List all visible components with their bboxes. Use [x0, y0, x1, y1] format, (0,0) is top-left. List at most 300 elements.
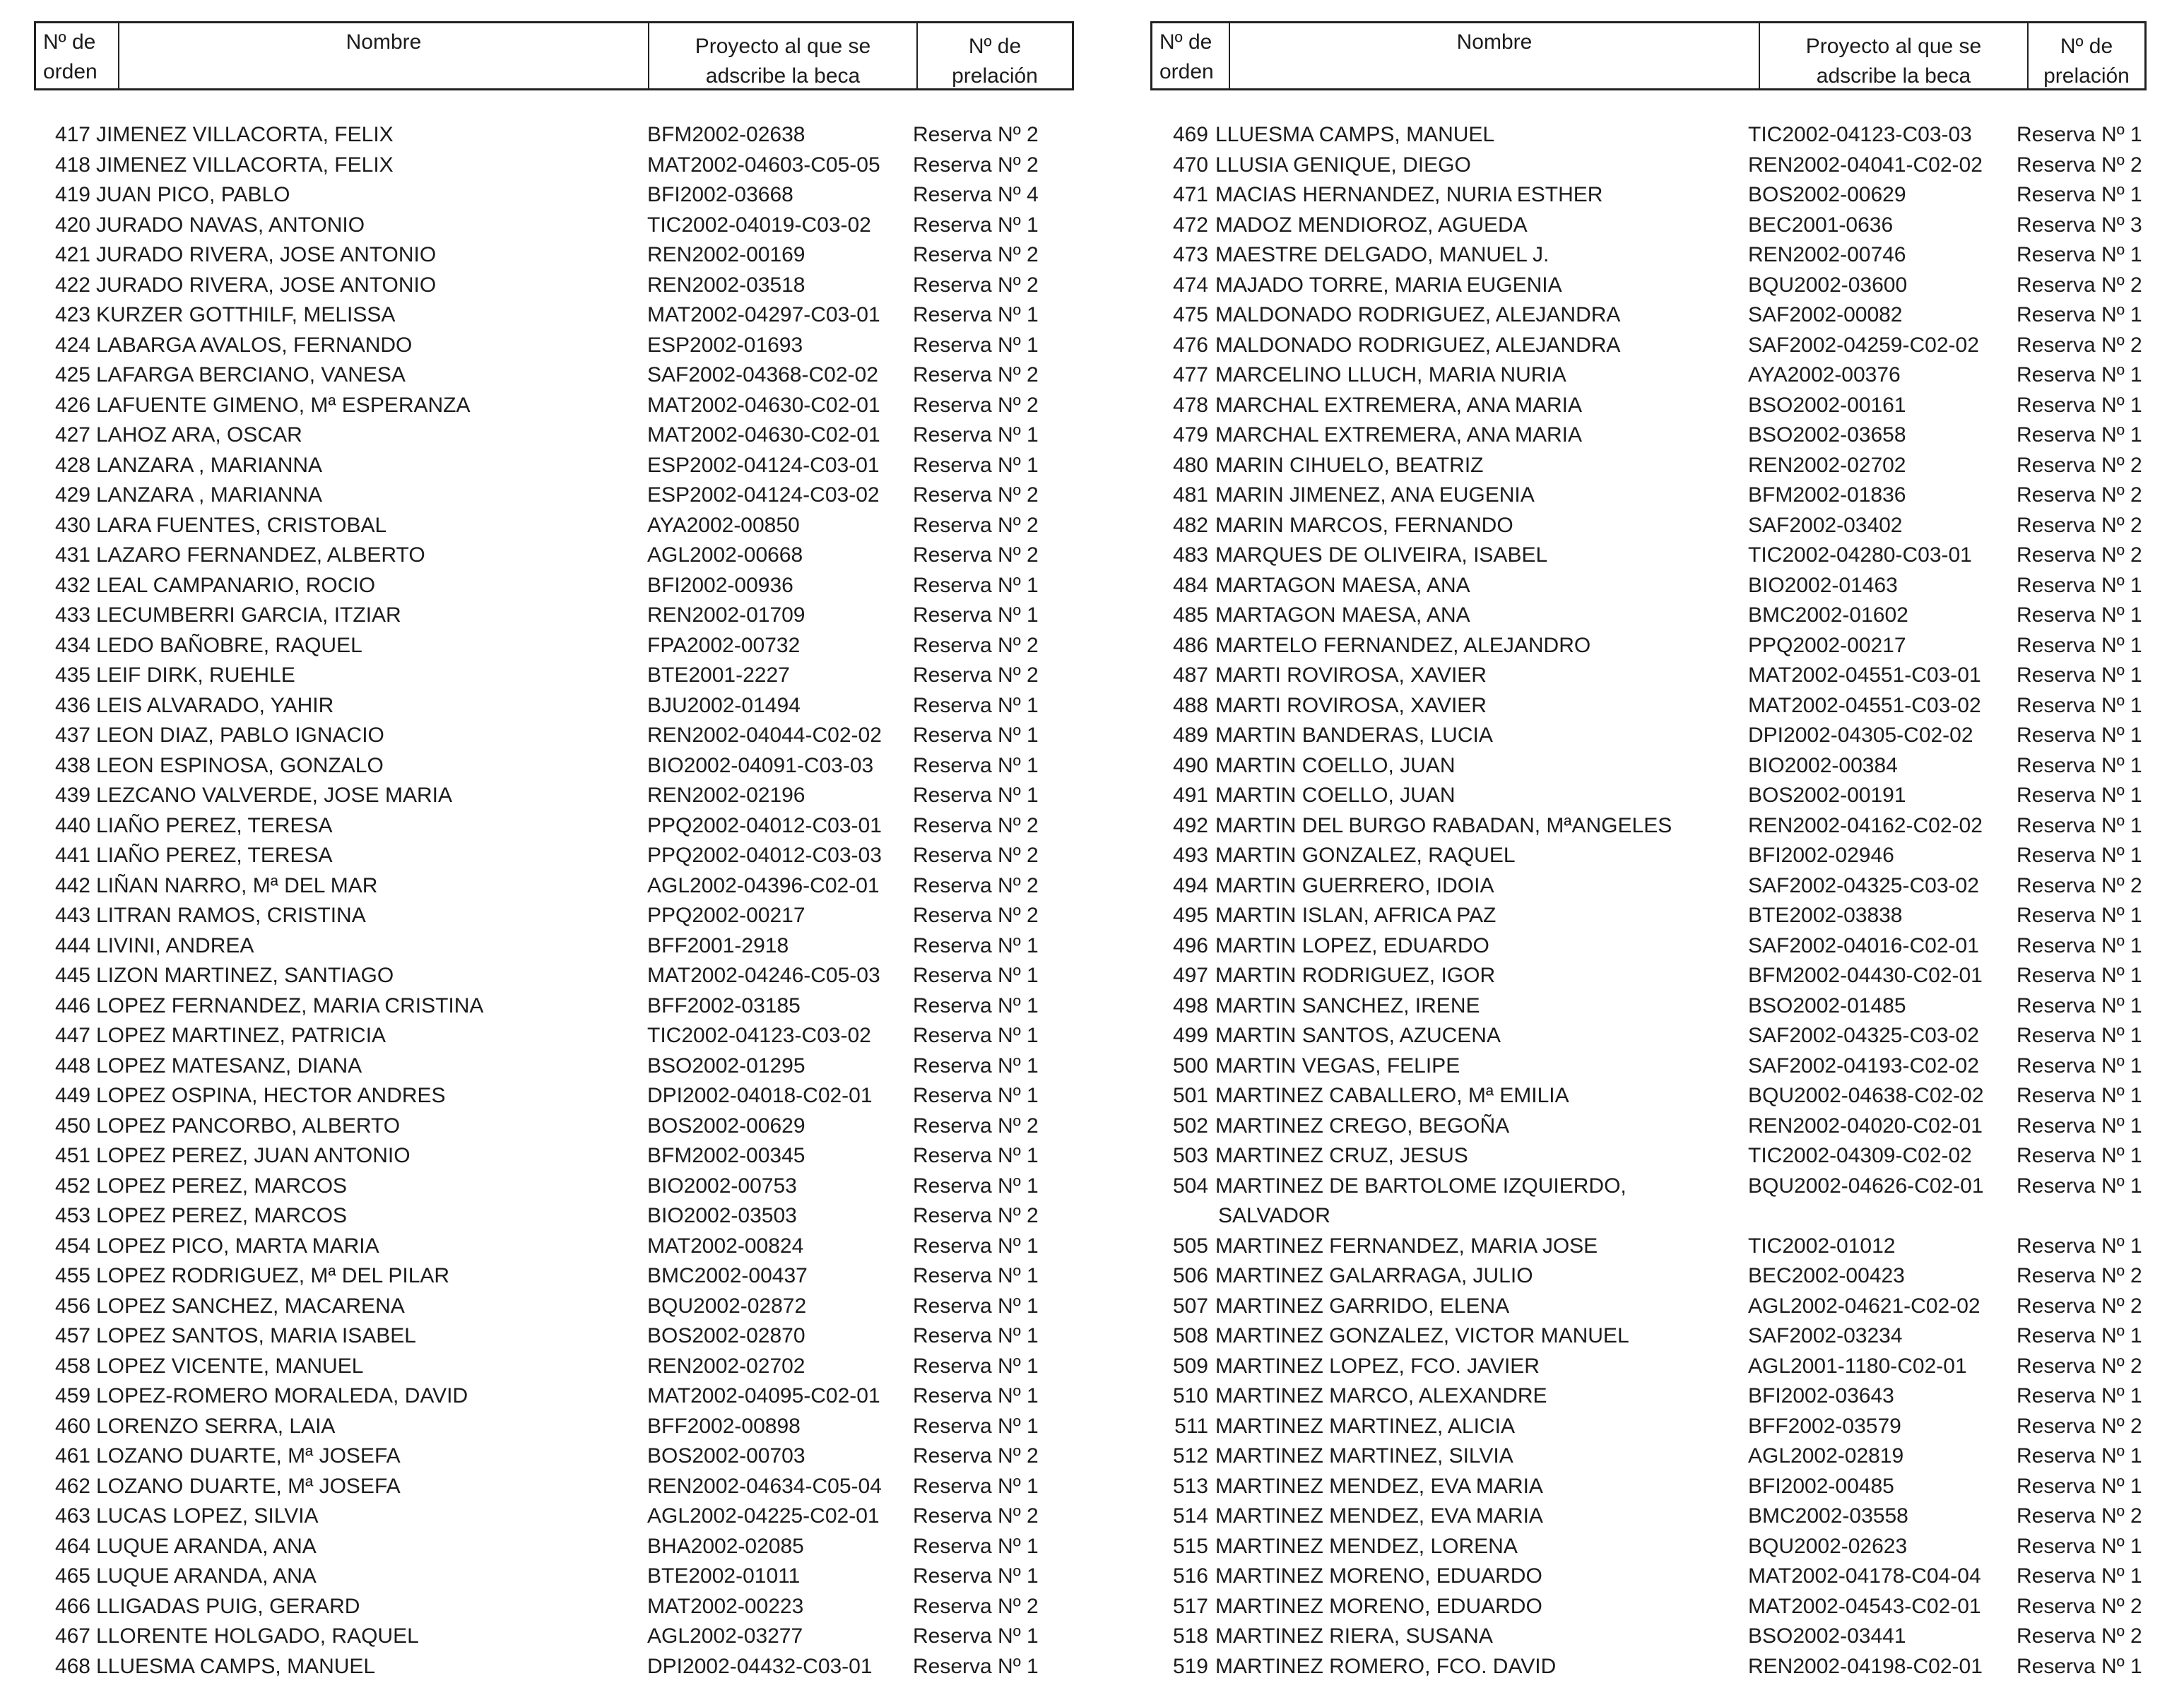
applicant-name-line2: SALVADOR [1218, 1203, 1330, 1227]
project-code: TIC2002-04309-C02-02 [1748, 1144, 1972, 1167]
order-number: 509 [1172, 1354, 1208, 1378]
reserve-rank: Reserva Nº 2 [913, 663, 1039, 687]
order-number: 483 [1172, 543, 1208, 567]
applicant-name: MARTINEZ MENDEZ, LORENA [1215, 1534, 1518, 1558]
project-code: BFI2002-00485 [1748, 1474, 1894, 1498]
reserve-rank: Reserva Nº 2 [2017, 1594, 2142, 1618]
table-row [34, 631, 1074, 661]
project-code: BOS2002-00191 [1748, 784, 1906, 807]
applicant-name: MACIAS HERNANDEZ, NURIA ESTHER [1215, 183, 1603, 206]
order-number: 443 [54, 904, 90, 927]
reserve-rank: Reserva Nº 2 [2017, 153, 2142, 177]
order-number: 477 [1172, 363, 1208, 386]
table-row [1150, 1021, 2147, 1051]
order-number: 503 [1172, 1144, 1208, 1167]
table-row [34, 541, 1074, 571]
table-row [1150, 991, 2147, 1022]
project-code: AGL2002-02819 [1748, 1444, 1904, 1468]
applicant-name: LOPEZ PEREZ, MARCOS [96, 1204, 348, 1227]
reserve-rank: Reserva Nº 2 [2017, 453, 2142, 477]
reserve-rank: Reserva Nº 2 [913, 813, 1039, 837]
applicant-name: MARCHAL EXTREMERA, ANA MARIA [1215, 423, 1582, 447]
applicant-name: MARTIN DEL BURGO RABADAN, MªANGELES [1215, 813, 1672, 837]
right-table-body [1150, 120, 2147, 1682]
order-number: 488 [1172, 693, 1208, 717]
reserve-rank: Reserva Nº 2 [913, 273, 1039, 297]
order-number: 476 [1172, 333, 1208, 357]
table-row [1150, 1292, 2147, 1322]
table-row [1150, 1441, 2147, 1472]
project-code: BQU2002-04626-C02-01 [1748, 1174, 1984, 1198]
order-number: 464 [54, 1534, 90, 1558]
applicant-name: MARTIN GUERRERO, IDOIA [1215, 873, 1494, 897]
applicant-name: MARCELINO LLUCH, MARIA NURIA [1215, 363, 1566, 386]
applicant-name: LOPEZ MARTINEZ, PATRICIA [96, 1024, 386, 1047]
project-code: BOS2002-00703 [647, 1444, 805, 1468]
applicant-name: LEAL CAMPANARIO, ROCIO [96, 573, 376, 597]
project-code: BSO2002-03441 [1748, 1624, 1906, 1648]
applicant-name: MARTINEZ MARTINEZ, ALICIA [1215, 1414, 1515, 1438]
reserve-rank: Reserva Nº 2 [2017, 1624, 2142, 1648]
reserve-rank: Reserva Nº 2 [913, 1594, 1039, 1618]
project-code: AGL2002-00668 [647, 543, 803, 567]
table-row [34, 150, 1074, 181]
table-row [34, 1472, 1074, 1502]
order-number: 442 [54, 873, 90, 897]
reserve-rank: Reserva Nº 1 [2017, 663, 2142, 687]
right-table-header [1150, 21, 2147, 90]
project-code: REN2002-00746 [1748, 243, 1906, 266]
order-number: 466 [54, 1594, 90, 1618]
reserve-rank: Reserva Nº 1 [913, 1654, 1039, 1678]
order-number: 434 [54, 633, 90, 657]
table-row [34, 1381, 1074, 1412]
order-number: 467 [54, 1624, 90, 1648]
table-row [1150, 631, 2147, 661]
left-table-header [34, 21, 1074, 90]
order-number: 454 [54, 1234, 90, 1258]
table-row [1150, 1111, 2147, 1142]
project-code: BTE2002-03838 [1748, 904, 1903, 927]
project-code: TIC2002-04123-C03-03 [1748, 123, 1972, 146]
project-code: SAF2002-00082 [1748, 303, 1903, 326]
applicant-name: JURADO RIVERA, JOSE ANTONIO [96, 273, 437, 297]
table-row [1150, 1081, 2147, 1111]
project-code: MAT2002-04603-C05-05 [647, 153, 880, 177]
order-number: 517 [1172, 1594, 1208, 1618]
reserve-rank: Reserva Nº 1 [2017, 1114, 2142, 1138]
table-row [34, 1532, 1074, 1562]
applicant-name: JUAN PICO, PABLO [96, 183, 290, 206]
table-row [34, 1232, 1074, 1262]
order-number: 497 [1172, 964, 1208, 987]
project-code: DPI2002-04432-C03-01 [647, 1654, 873, 1678]
project-code: BOS2002-00629 [1748, 183, 1906, 206]
reserve-rank: Reserva Nº 3 [2017, 213, 2142, 237]
applicant-name: JIMENEZ VILLACORTA, FELIX [96, 123, 394, 146]
project-code: BQU2002-03600 [1748, 273, 1908, 297]
project-code: BFF2001-2918 [647, 933, 789, 957]
applicant-name: LOPEZ VICENTE, MANUEL [96, 1354, 364, 1378]
applicant-name: MARTELO FERNANDEZ, ALEJANDRO [1215, 633, 1591, 657]
applicant-name: LABARGA AVALOS, FERNANDO [96, 333, 413, 357]
reserve-rank: Reserva Nº 2 [2017, 543, 2142, 567]
project-code: BOS2002-00629 [647, 1114, 805, 1138]
project-code: REN2002-04020-C02-01 [1748, 1114, 1983, 1138]
table-row [1150, 781, 2147, 811]
applicant-name: MARTI ROVIROSA, XAVIER [1215, 663, 1487, 687]
order-number: 465 [54, 1564, 90, 1588]
table-row [34, 480, 1074, 511]
table-row [1150, 1261, 2147, 1292]
table-row [34, 1352, 1074, 1382]
reserve-rank: Reserva Nº 2 [2017, 1264, 2142, 1287]
applicant-name: LEIS ALVARADO, YAHIR [96, 693, 334, 717]
reserve-rank: Reserva Nº 1 [913, 964, 1039, 987]
table-row [1150, 961, 2147, 991]
project-code: MAT2002-04178-C04-04 [1748, 1564, 1981, 1588]
project-code: DPI2002-04305-C02-02 [1748, 724, 1973, 747]
reserve-rank: Reserva Nº 1 [2017, 813, 2142, 837]
project-code: MAT2002-04551-C03-02 [1748, 693, 1981, 717]
project-code: BFM2002-01836 [1748, 483, 1906, 507]
applicant-name: MARTINEZ GALARRAGA, JULIO [1215, 1264, 1533, 1287]
table-row [34, 871, 1074, 902]
table-row [1150, 1381, 2147, 1412]
table-row [1150, 1051, 2147, 1082]
project-code: TIC2002-04123-C03-02 [647, 1024, 871, 1047]
applicant-name [1215, 1171, 1627, 1231]
header-prelacion: Nº de prelación [952, 35, 1038, 88]
order-number: 427 [54, 423, 90, 447]
applicant-name: LOPEZ OSPINA, HECTOR ANDRES [96, 1084, 446, 1107]
table-row [1150, 1652, 2147, 1682]
reserve-rank: Reserva Nº 2 [2017, 513, 2142, 537]
reserve-rank: Reserva Nº 2 [2017, 273, 2142, 297]
applicant-name: MARTINEZ GONZALEZ, VICTOR MANUEL [1215, 1324, 1629, 1347]
reserve-rank: Reserva Nº 1 [2017, 1324, 2142, 1347]
table-row [34, 1562, 1074, 1592]
reserve-rank: Reserva Nº 1 [2017, 1053, 2142, 1078]
applicant-name: LLORENTE HOLGADO, RAQUEL [96, 1624, 419, 1648]
reserve-rank: Reserva Nº 1 [2017, 753, 2142, 777]
applicant-name: MARTIN COELLO, JUAN [1215, 753, 1456, 777]
applicant-name: LECUMBERRI GARCIA, ITZIAR [96, 603, 401, 627]
project-code: BIO2002-01463 [1748, 573, 1898, 597]
order-number: 444 [54, 933, 90, 957]
order-number: 515 [1172, 1534, 1208, 1558]
order-number: 433 [54, 603, 90, 627]
applicant-name: MARTIN VEGAS, FELIPE [1215, 1053, 1460, 1078]
table-row [1150, 120, 2147, 150]
applicant-name: MARTIN BANDERAS, LUCIA [1215, 724, 1493, 747]
reserve-rank: Reserva Nº 1 [2017, 243, 2142, 266]
order-number: 507 [1172, 1294, 1208, 1318]
reserve-rank: Reserva Nº 1 [913, 1534, 1039, 1558]
reserve-rank: Reserva Nº 1 [913, 1053, 1039, 1078]
project-code: AYA2002-00850 [647, 513, 800, 537]
project-code: BSO2002-00161 [1748, 393, 1906, 417]
order-number: 453 [54, 1204, 90, 1227]
reserve-rank: Reserva Nº 2 [913, 483, 1039, 507]
order-number: 472 [1172, 213, 1208, 237]
order-number: 482 [1172, 513, 1208, 537]
project-code: ESP2002-04124-C03-01 [647, 453, 880, 477]
applicant-name: LIZON MARTINEZ, SANTIAGO [96, 964, 394, 987]
reserve-rank: Reserva Nº 1 [2017, 1534, 2142, 1558]
order-number: 491 [1172, 784, 1208, 807]
order-number: 419 [54, 183, 90, 206]
reserve-rank: Reserva Nº 1 [913, 333, 1039, 357]
order-number: 475 [1172, 303, 1208, 326]
project-code: BIO2002-04091-C03-03 [647, 753, 874, 777]
reserve-rank: Reserva Nº 1 [2017, 933, 2142, 957]
applicant-name: LOPEZ PANCORBO, ALBERTO [96, 1114, 401, 1138]
project-code: BFI2002-02946 [1748, 844, 1894, 867]
table-row [34, 1292, 1074, 1322]
header-project: Proyecto al que se adscribe la beca [1760, 23, 2029, 88]
applicant-name: MALDONADO RODRIGUEZ, ALEJANDRA [1215, 333, 1621, 357]
order-number: 492 [1172, 813, 1208, 837]
table-row [34, 120, 1074, 150]
reserve-rank: Reserva Nº 1 [913, 1144, 1039, 1167]
table-row [1150, 541, 2147, 571]
reserve-rank: Reserva Nº 2 [913, 243, 1039, 266]
order-number: 516 [1172, 1564, 1208, 1588]
table-row [1150, 211, 2147, 241]
project-code: REN2002-00169 [647, 243, 805, 266]
applicant-name: LOPEZ PEREZ, MARCOS [96, 1174, 348, 1198]
reserve-rank: Reserva Nº 1 [2017, 844, 2142, 867]
project-code: AGL2002-04396-C02-01 [647, 873, 880, 897]
applicant-name: MARTIN SANTOS, AZUCENA [1215, 1024, 1501, 1047]
reserve-rank: Reserva Nº 2 [2017, 1294, 2142, 1318]
project-code: MAT2002-04630-C02-01 [647, 423, 880, 447]
reserve-rank: Reserva Nº 2 [913, 153, 1039, 177]
table-row [1150, 1141, 2147, 1171]
applicant-name: LORENZO SERRA, LAIA [96, 1414, 336, 1438]
order-number: 437 [54, 724, 90, 747]
reserve-rank: Reserva Nº 1 [2017, 1564, 2142, 1588]
table-row [34, 1592, 1074, 1622]
reserve-rank: Reserva Nº 1 [2017, 964, 2142, 987]
project-code: ESP2002-01693 [647, 333, 803, 357]
table-row [1150, 1232, 2147, 1262]
reserve-rank: Reserva Nº 1 [913, 603, 1039, 627]
reserve-rank: Reserva Nº 1 [2017, 1444, 2142, 1468]
applicant-name: LIAÑO PEREZ, TERESA [96, 813, 333, 837]
order-number: 494 [1172, 873, 1208, 897]
table-row [1150, 1592, 2147, 1622]
order-number: 480 [1172, 453, 1208, 477]
reserve-rank: Reserva Nº 1 [2017, 1384, 2142, 1407]
table-row [1150, 480, 2147, 511]
project-code: MAT2002-04095-C02-01 [647, 1384, 880, 1407]
table-row [1150, 271, 2147, 301]
project-code: SAF2002-04368-C02-02 [647, 363, 878, 386]
reserve-rank: Reserva Nº 1 [913, 933, 1039, 957]
order-number: 455 [54, 1264, 90, 1287]
header-prelacion: Nº de prelación [2043, 35, 2130, 88]
project-code: BMC2002-00437 [647, 1264, 808, 1287]
table-row [34, 1501, 1074, 1532]
table-row [34, 1051, 1074, 1082]
order-number: 462 [54, 1474, 90, 1498]
reserve-rank: Reserva Nº 1 [2017, 1174, 2142, 1198]
applicant-name: LIÑAN NARRO, Mª DEL MAR [96, 873, 378, 897]
table-row [34, 931, 1074, 962]
table-row [1150, 571, 2147, 601]
order-number: 461 [54, 1444, 90, 1468]
project-code: BQU2002-02623 [1748, 1534, 1908, 1558]
project-code: REN2002-02196 [647, 784, 805, 807]
applicant-name: MARTINEZ MORENO, EDUARDO [1215, 1594, 1542, 1618]
applicant-name: LEON ESPINOSA, GONZALO [96, 753, 384, 777]
reserve-rank: Reserva Nº 1 [2017, 1654, 2142, 1678]
order-number: 518 [1172, 1624, 1208, 1648]
order-number: 431 [54, 543, 90, 567]
header-order-number: Nº de orden [1152, 23, 1230, 88]
reserve-rank: Reserva Nº 2 [913, 1504, 1039, 1528]
order-number: 448 [54, 1053, 90, 1078]
order-number: 513 [1172, 1474, 1208, 1498]
project-code: BEC2001-0636 [1748, 213, 1894, 237]
table-row [1150, 691, 2147, 721]
order-number: 418 [54, 153, 90, 177]
table-row [34, 1261, 1074, 1292]
reserve-rank: Reserva Nº 2 [2017, 1504, 2142, 1528]
reserve-rank: Reserva Nº 1 [913, 423, 1039, 447]
applicant-name: LEON DIAZ, PABLO IGNACIO [96, 724, 384, 747]
left-table-body [34, 120, 1074, 1682]
project-code: BOS2002-02870 [647, 1324, 805, 1347]
applicant-name: MARTINEZ MENDEZ, EVA MARIA [1215, 1504, 1543, 1528]
reserve-rank: Reserva Nº 1 [2017, 603, 2142, 627]
table-row [34, 300, 1074, 331]
project-code: SAF2002-04193-C02-02 [1748, 1053, 1979, 1078]
applicant-name: LAHOZ ARA, OSCAR [96, 423, 302, 447]
table-row [34, 1201, 1074, 1232]
table-row [34, 180, 1074, 211]
applicant-name: LIVINI, ANDREA [96, 933, 254, 957]
reserve-rank: Reserva Nº 2 [913, 513, 1039, 537]
applicant-name: MARTAGON MAESA, ANA [1215, 573, 1470, 597]
applicant-name: LLIGADAS PUIG, GERARD [96, 1594, 360, 1618]
applicant-name: LOPEZ SANCHEZ, MACARENA [96, 1294, 405, 1318]
reserve-rank: Reserva Nº 1 [2017, 904, 2142, 927]
reserve-rank: Reserva Nº 1 [2017, 303, 2142, 326]
table-row [1150, 391, 2147, 421]
reserve-rank: Reserva Nº 1 [2017, 1474, 2142, 1498]
project-code: AYA2002-00376 [1748, 363, 1901, 386]
reserve-rank: Reserva Nº 1 [2017, 724, 2142, 747]
header-name: Nombre [119, 23, 649, 88]
table-row [1150, 1352, 2147, 1382]
reserve-rank: Reserva Nº 1 [913, 1264, 1039, 1287]
order-number: 429 [54, 483, 90, 507]
applicant-name: MARIN JIMENEZ, ANA EUGENIA [1215, 483, 1535, 507]
project-code: FPA2002-00732 [647, 633, 801, 657]
applicant-name: LOPEZ PEREZ, JUAN ANTONIO [96, 1144, 411, 1167]
order-number: 449 [54, 1084, 90, 1107]
project-code: BIO2002-03503 [647, 1204, 797, 1227]
applicant-name: MALDONADO RODRIGUEZ, ALEJANDRA [1215, 303, 1621, 326]
applicant-name: MARTINEZ FERNANDEZ, MARIA JOSE [1215, 1234, 1598, 1258]
table-row [1150, 150, 2147, 181]
order-number: 428 [54, 453, 90, 477]
table-row [34, 240, 1074, 271]
table-row [1150, 601, 2147, 631]
table-row [34, 1441, 1074, 1472]
project-code: REN2002-02702 [1748, 453, 1906, 477]
order-number: 450 [54, 1114, 90, 1138]
table-row [34, 721, 1074, 751]
reserve-rank: Reserva Nº 1 [913, 693, 1039, 717]
order-number: 430 [54, 513, 90, 537]
applicant-name: LOPEZ MATESANZ, DIANA [96, 1053, 362, 1078]
project-code: AGL2002-03277 [647, 1624, 803, 1648]
table-row [34, 1171, 1074, 1202]
order-number: 501 [1172, 1084, 1208, 1107]
applicant-name: MARTINEZ LOPEZ, FCO. JAVIER [1215, 1354, 1540, 1378]
project-code: BMC2002-01602 [1748, 603, 1908, 627]
reserve-rank: Reserva Nº 1 [913, 1174, 1039, 1198]
reserve-rank: Reserva Nº 1 [2017, 123, 2142, 146]
table-row [1150, 1562, 2147, 1592]
applicant-name: LOZANO DUARTE, Mª JOSEFA [96, 1444, 401, 1468]
table-row [1150, 661, 2147, 691]
applicant-name: LEIF DIRK, RUEHLE [96, 663, 295, 687]
order-number: 512 [1172, 1444, 1208, 1468]
table-row [34, 511, 1074, 541]
table-row [34, 841, 1074, 871]
project-code: BSO2002-01485 [1748, 993, 1906, 1017]
applicant-name: MARTINEZ MARTINEZ, SILVIA [1215, 1444, 1513, 1468]
applicant-name: LLUESMA CAMPS, MANUEL [1215, 123, 1495, 146]
table-row [1150, 420, 2147, 451]
project-code: SAF2002-04259-C02-02 [1748, 333, 1979, 357]
applicant-name: LANZARA , MARIANNA [96, 483, 323, 507]
order-number: 457 [54, 1324, 90, 1347]
reserve-rank: Reserva Nº 2 [913, 1444, 1039, 1468]
reserve-rank: Reserva Nº 2 [2017, 483, 2142, 507]
applicant-name: MAESTRE DELGADO, MANUEL J. [1215, 243, 1550, 266]
applicant-name: JURADO NAVAS, ANTONIO [96, 213, 365, 237]
table-row [34, 1141, 1074, 1171]
reserve-rank: Reserva Nº 1 [913, 453, 1039, 477]
project-code: MAT2002-04246-C05-03 [647, 964, 880, 987]
reserve-rank: Reserva Nº 1 [913, 1564, 1039, 1588]
table-row [1150, 451, 2147, 481]
table-row [34, 1021, 1074, 1051]
order-number: 493 [1172, 844, 1208, 867]
order-number: 471 [1172, 183, 1208, 206]
order-number: 510 [1172, 1384, 1208, 1407]
reserve-rank: Reserva Nº 1 [913, 993, 1039, 1017]
order-number: 479 [1172, 423, 1208, 447]
reserve-rank: Reserva Nº 1 [2017, 183, 2142, 206]
applicant-name: KURZER GOTTHILF, MELISSA [96, 303, 396, 326]
order-number: 505 [1172, 1234, 1208, 1258]
applicant-name: LITRAN RAMOS, CRISTINA [96, 904, 366, 927]
table-row [1150, 1321, 2147, 1352]
order-number: 468 [54, 1654, 90, 1678]
table-row [34, 661, 1074, 691]
project-code: REN2002-04198-C02-01 [1748, 1654, 1983, 1678]
header-name: Nombre [1230, 23, 1760, 88]
order-number: 495 [1172, 904, 1208, 927]
table-row [34, 901, 1074, 931]
